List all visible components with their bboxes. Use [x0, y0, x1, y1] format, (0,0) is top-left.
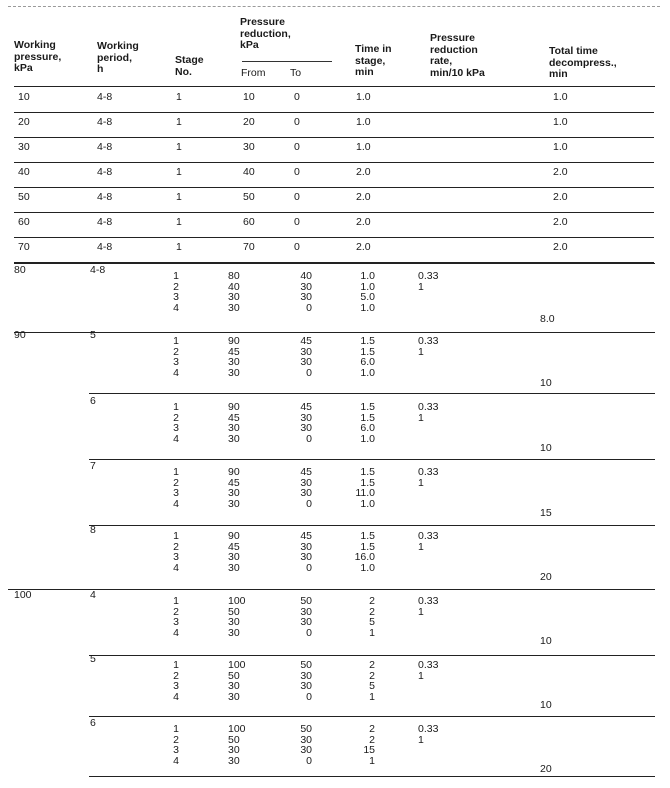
cell-total: 2.0: [553, 241, 568, 253]
cell-from: 100 50 30 30: [228, 659, 246, 704]
header-working-period: Working period, h: [97, 40, 139, 75]
cell-time: 1.0: [356, 91, 371, 103]
header-from: From: [241, 67, 266, 79]
cell-period: 4-8: [97, 241, 113, 253]
cell-total: 1.0: [553, 116, 568, 128]
header-stage-no: Stage No.: [175, 54, 204, 78]
cell-stage: 1: [176, 116, 182, 128]
top-edge-rule: [8, 6, 660, 7]
cell-total: 2.0: [553, 166, 568, 178]
cell-time: 2.0: [356, 216, 371, 228]
cell-pressure: 100: [14, 589, 32, 601]
row-rule: [14, 237, 654, 238]
row-rule: [89, 459, 655, 460]
cell-period: 8: [90, 524, 96, 536]
cell-period: 4-8: [97, 91, 113, 103]
cell-time: 1.5 1.5 6.0 1.0: [360, 401, 375, 446]
cell-pressure: 70: [18, 241, 30, 253]
cell-to: 45 30 30 0: [300, 466, 312, 511]
cell-from: 90 45 30 30: [228, 466, 240, 511]
cell-period: 4-8: [90, 264, 106, 276]
cell-stages: 1 2 3 4: [173, 659, 179, 704]
cell-pressure: 90: [14, 329, 26, 341]
cell-stage: 1: [176, 216, 182, 228]
cell-total: 10: [540, 635, 552, 647]
header-reduction-rate: Pressure reduction rate, min/10 kPa: [430, 32, 485, 79]
header-pressure-reduction: Pressure reduction, kPa: [240, 16, 291, 51]
row-rule: [14, 332, 655, 333]
cell-from: 100 50 30 30: [228, 595, 246, 640]
row-rule: [14, 112, 654, 113]
cell-period: 5: [90, 329, 96, 341]
cell-period: 6: [90, 395, 96, 407]
cell-stages: 1 2 3 4: [173, 270, 179, 315]
cell-to: 45 30 30 0: [300, 401, 312, 446]
header-time-in-stage: Time in stage, min: [355, 43, 392, 78]
header-working-pressure: Working pressure, kPa: [14, 39, 62, 74]
row-rule: [89, 525, 655, 526]
cell-rate: 0.33 1: [418, 723, 439, 746]
cell-time: 2.0: [356, 241, 371, 253]
cell-time: 2.0: [356, 166, 371, 178]
cell-to: 0: [294, 166, 300, 178]
cell-from: 90 45 30 30: [228, 530, 240, 575]
cell-total: 20: [540, 763, 552, 775]
cell-to: 0: [294, 241, 300, 253]
cell-pressure: 40: [18, 166, 30, 178]
cell-period: 4-8: [97, 216, 113, 228]
cell-total: 20: [540, 571, 552, 583]
cell-period: 4-8: [97, 116, 113, 128]
cell-total: 10: [540, 699, 552, 711]
cell-stage: 1: [176, 91, 182, 103]
cell-rate: 0.33 1: [418, 659, 439, 682]
cell-time: 1.0 1.0 5.0 1.0: [360, 270, 375, 315]
row-rule: [14, 86, 655, 87]
cell-pressure: 30: [18, 141, 30, 153]
cell-to: 50 30 30 0: [300, 595, 312, 640]
row-rule: [14, 187, 654, 188]
cell-from: 40: [243, 166, 255, 178]
cell-stage: 1: [176, 141, 182, 153]
cell-rate: 0.33 1: [418, 595, 439, 618]
header-subrule: [242, 61, 332, 62]
cell-total: 1.0: [553, 91, 568, 103]
cell-to: 45 30 30 0: [300, 335, 312, 380]
cell-period: 6: [90, 717, 96, 729]
cell-stage: 1: [176, 241, 182, 253]
cell-from: 30: [243, 141, 255, 153]
cell-pressure: 10: [18, 91, 30, 103]
cell-period: 4: [90, 589, 96, 601]
cell-time: 1.0: [356, 116, 371, 128]
cell-total: 10: [540, 442, 552, 454]
header-to: To: [290, 67, 302, 79]
cell-time: 2 2 5 1: [369, 595, 375, 640]
cell-total: 8.0: [540, 313, 555, 325]
cell-stages: 1 2 3 4: [173, 530, 179, 575]
cell-time: 1.5 1.5 6.0 1.0: [360, 335, 375, 380]
cell-pressure: 80: [14, 264, 26, 276]
cell-to: 40 30 30 0: [300, 270, 312, 315]
cell-total: 10: [540, 377, 552, 389]
row-rule: [89, 655, 655, 656]
cell-rate: 0.33 1: [418, 335, 439, 358]
cell-rate: 0.33 1: [418, 466, 439, 489]
cell-from: 70: [243, 241, 255, 253]
cell-time: 2 2 15 1: [363, 723, 375, 768]
cell-to: 0: [294, 116, 300, 128]
cell-to: 50 30 30 0: [300, 723, 312, 768]
cell-from: 60: [243, 216, 255, 228]
cell-rate: 0.33 1: [418, 401, 439, 424]
cell-stages: 1 2 3 4: [173, 401, 179, 446]
table-bottom-rule: [89, 776, 655, 777]
row-rule: [8, 589, 655, 590]
cell-to: 0: [294, 141, 300, 153]
cell-pressure: 50: [18, 191, 30, 203]
cell-from: 20: [243, 116, 255, 128]
cell-from: 50: [243, 191, 255, 203]
cell-pressure: 20: [18, 116, 30, 128]
cell-total: 15: [540, 507, 552, 519]
cell-total: 2.0: [553, 216, 568, 228]
cell-to: 50 30 30 0: [300, 659, 312, 704]
cell-period: 4-8: [97, 141, 113, 153]
cell-time: 2.0: [356, 191, 371, 203]
row-rule: [14, 137, 654, 138]
cell-stage: 1: [176, 166, 182, 178]
cell-to: 0: [294, 91, 300, 103]
cell-from: 90 45 30 30: [228, 335, 240, 380]
row-rule: [89, 716, 655, 717]
cell-time: 1.5 1.5 11.0 1.0: [355, 466, 375, 511]
cell-period: 7: [90, 460, 96, 472]
row-rule: [89, 393, 655, 394]
cell-stages: 1 2 3 4: [173, 723, 179, 768]
cell-stages: 1 2 3 4: [173, 595, 179, 640]
cell-rate: 0.33 1: [418, 270, 439, 293]
cell-time: 1.0: [356, 141, 371, 153]
cell-total: 2.0: [553, 191, 568, 203]
cell-total: 1.0: [553, 141, 568, 153]
cell-period: 4-8: [97, 191, 113, 203]
row-rule: [14, 263, 655, 264]
cell-period: 4-8: [97, 166, 113, 178]
header-total-time: Total time decompress., min: [549, 45, 617, 80]
cell-to: 0: [294, 191, 300, 203]
cell-time: 2 2 5 1: [369, 659, 375, 704]
cell-from: 90 45 30 30: [228, 401, 240, 446]
cell-pressure: 60: [18, 216, 30, 228]
cell-from: 80 40 30 30: [228, 270, 240, 315]
cell-stage: 1: [176, 191, 182, 203]
cell-stages: 1 2 3 4: [173, 466, 179, 511]
row-rule: [14, 162, 654, 163]
cell-to: 45 30 30 0: [300, 530, 312, 575]
cell-period: 5: [90, 653, 96, 665]
cell-from: 10: [243, 91, 255, 103]
cell-stages: 1 2 3 4: [173, 335, 179, 380]
cell-to: 0: [294, 216, 300, 228]
cell-time: 1.5 1.5 16.0 1.0: [354, 530, 375, 575]
cell-rate: 0.33 1: [418, 530, 439, 553]
row-rule: [14, 212, 654, 213]
cell-from: 100 50 30 30: [228, 723, 246, 768]
